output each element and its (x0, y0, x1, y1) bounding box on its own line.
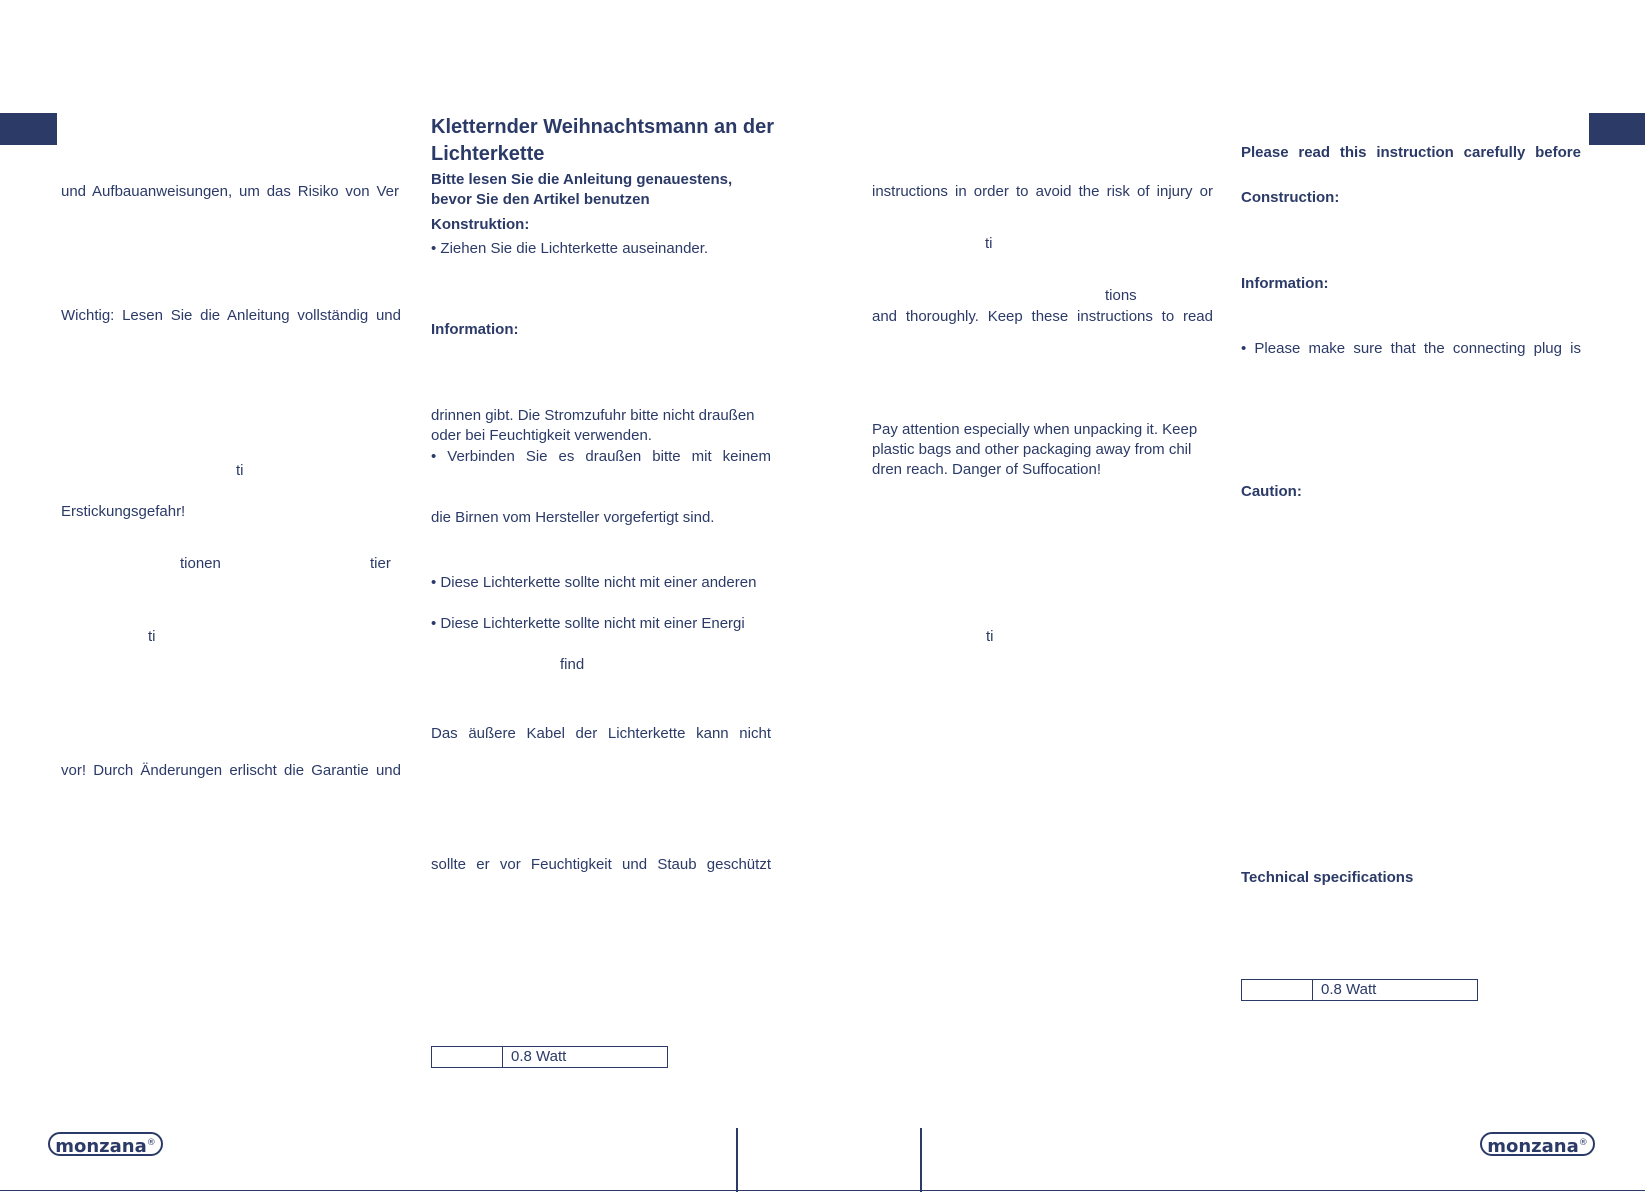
german-construction-heading: Konstruktion: (431, 216, 530, 233)
left-line-1: und Aufbauanweisungen, um das Risiko von Ver (61, 183, 399, 200)
left-line-garantie: vor! Durch Änderungen erlischt die Garantie und (61, 762, 401, 779)
german-construction-item: • Ziehen Sie die Lichterkette auseinander. (431, 240, 709, 257)
spec-value-cell: 0.8 Watt (511, 1048, 567, 1065)
left-edge-tab (0, 113, 57, 145)
english-fragment-tions: tions (1105, 287, 1137, 304)
right-edge-tab (1589, 113, 1645, 145)
english-fragment-ti: ti (985, 235, 993, 252)
brand-logo-left (48, 1132, 163, 1156)
left-fragment-tionen: tionen (180, 555, 221, 572)
english-caution-heading: Caution: (1241, 483, 1302, 500)
english-intro: Please read this instruction carefully before (1241, 144, 1581, 161)
english-information-heading: Information: (1241, 275, 1329, 292)
german-fragment-find: find (560, 656, 585, 673)
left-fragment-ti: ti (236, 462, 244, 479)
english-fragment-ti-2: ti (986, 628, 994, 645)
german-item-energy: • Diese Lichterkette sollte nicht mit einer Energi (431, 615, 745, 632)
german-info-item: • Verbinden Sie es draußen bitte mit keinem (431, 448, 771, 465)
bottom-trim-line (0, 1190, 1645, 1191)
fold-line-right (920, 1128, 922, 1192)
spec-label-cell (432, 1047, 503, 1067)
german-bulbs-line: die Birnen vom Hersteller vorgefertigt sind. (431, 509, 715, 526)
logo-text: monzana (1487, 1136, 1579, 1157)
brand-logo-right (1480, 1132, 1595, 1156)
german-moisture-line: sollte er vor Feuchtigkeit und Staub geschützt (431, 856, 771, 873)
german-info-block: drinnen gibt. Die Stromzufuhr bitte nicht draußen oder bei Feuchtigkeit verwenden. (431, 407, 755, 444)
fold-line-left (736, 1128, 738, 1192)
english-attention-block: Pay attention especially when unpacking it. Keep plastic bags and other packaging away from chil dren reach. Danger of Suffocation! (872, 421, 1198, 478)
registered-mark: ® (1578, 1138, 1588, 1148)
left-fragment-tier: tier (370, 555, 391, 572)
left-line-erstickung: Erstickungsgefahr! (61, 503, 186, 520)
logo-text: monzana (55, 1136, 147, 1157)
german-spec-table (431, 1046, 668, 1068)
english-line-2: and thoroughly. Keep these instructions to read (872, 308, 1213, 325)
german-item-other: • Diese Lichterkette sollte nicht mit einer anderen (431, 574, 757, 591)
page-title: Kletternder Weihnachtsmann an der Lichterkette (431, 116, 775, 165)
registered-mark: ® (146, 1138, 156, 1148)
english-construction-heading: Construction: (1241, 189, 1340, 206)
german-subtitle: Bitte lesen Sie die Anleitung genauestens, bevor Sie den Artikel benutzen (431, 171, 733, 208)
german-information-heading: Information: (431, 321, 519, 338)
left-line-2: Wichtig: Lesen Sie die Anleitung vollständig und (61, 307, 401, 324)
left-fragment-ti-2: ti (148, 628, 156, 645)
english-tech-heading: Technical specifications (1241, 869, 1414, 886)
german-cable-line: Das äußere Kabel der Lichterkette kann nicht (431, 725, 771, 742)
english-spec-table (1241, 979, 1478, 1001)
english-line-1: instructions in order to avoid the risk of injury or (872, 183, 1213, 200)
english-plug-line: • Please make sure that the connecting plug is (1241, 340, 1581, 357)
spec-label-cell (1242, 980, 1313, 1000)
spec-value-cell: 0.8 Watt (1321, 981, 1377, 998)
